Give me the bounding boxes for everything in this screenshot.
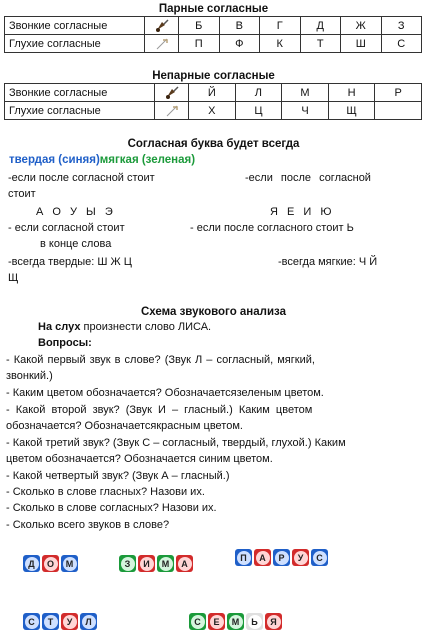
bell-silent-icon xyxy=(145,35,179,53)
bell-silent-icon xyxy=(155,102,189,120)
letter-cell: С xyxy=(381,35,422,53)
rule-right-1: -если после согласной xyxy=(245,172,371,184)
letter-cell: Р xyxy=(375,84,422,102)
unpaired-title: Непарные согласные xyxy=(152,70,275,82)
letter-block xyxy=(138,555,155,572)
letter: У xyxy=(294,551,308,565)
intro-bold: На слух xyxy=(38,321,81,333)
letter: С xyxy=(25,615,39,629)
letter: М xyxy=(229,615,243,629)
analysis-title: Схема звукового анализа xyxy=(140,306,286,318)
vowels-hard: А О У Ы Э xyxy=(36,206,116,218)
letter: С xyxy=(191,615,205,629)
letter-block xyxy=(254,549,271,566)
letter-block xyxy=(273,549,290,566)
analysis-intro xyxy=(38,321,211,333)
question-1: - Какой первый звук в слове? (Звук Л – согласный, мягкий, xyxy=(6,354,315,366)
paired-table xyxy=(4,16,422,53)
vowels-soft: Я Е И Ю xyxy=(270,206,335,218)
letter-block xyxy=(176,555,193,572)
letter-block xyxy=(23,613,40,630)
question-4-cont: цветом обозначается? Обозначается синим цветом. xyxy=(6,453,273,465)
letter: М xyxy=(159,557,173,571)
letter: У xyxy=(63,615,77,629)
letter-cell: Н xyxy=(328,84,375,102)
letter: Т xyxy=(44,615,58,629)
row-label: Глухие согласные xyxy=(5,102,155,120)
letter: З xyxy=(121,557,135,571)
letter: И xyxy=(140,557,154,571)
letter-block xyxy=(119,555,136,572)
letter-block xyxy=(265,613,282,630)
letter: П xyxy=(237,551,251,565)
rule-right-1-cont: стоит xyxy=(8,188,36,200)
letter: Ь xyxy=(248,615,262,629)
row-label: Глухие согласные xyxy=(5,35,145,53)
rule-left-1: -если после согласной стоит xyxy=(8,172,155,184)
letter-block xyxy=(189,613,206,630)
always-title: Согласная буква будет всегда xyxy=(127,138,300,150)
letter-cell: Ф xyxy=(219,35,260,53)
letter: С xyxy=(313,551,327,565)
letter-block xyxy=(246,613,263,630)
letter-cell: Г xyxy=(260,17,301,35)
question-3: - Какой второй звук? (Звук И – гласный.) Каким цветом xyxy=(6,404,313,416)
letter-cell: В xyxy=(219,17,260,35)
letter-cell: М xyxy=(282,84,329,102)
letter-block xyxy=(227,613,244,630)
letter-block xyxy=(42,555,59,572)
letter-cell: Й xyxy=(189,84,236,102)
paired-title: Парные согласные xyxy=(158,3,269,15)
rule-right-2: - если после согласного стоит Ь xyxy=(190,222,354,234)
letter-cell: Т xyxy=(300,35,341,53)
unpaired-voiced-row xyxy=(5,84,422,102)
letter-block xyxy=(42,613,59,630)
letter-block xyxy=(61,555,78,572)
letter-block xyxy=(80,613,97,630)
letter-block xyxy=(23,555,40,572)
letter-block xyxy=(311,549,328,566)
question-8: - Сколько всего звуков в слове? xyxy=(6,519,170,531)
rule-left-2: - если согласной стоит xyxy=(8,222,125,234)
letter-cell: Ч xyxy=(282,102,329,120)
letter: М xyxy=(63,557,77,571)
row-label: Звонкие согласные xyxy=(5,17,145,35)
letter-cell: П xyxy=(179,35,220,53)
letter: Я xyxy=(267,615,281,629)
letter: Р xyxy=(275,551,289,565)
unpaired-voiceless-row xyxy=(5,102,422,120)
question-6: - Сколько в слове гласных? Назови их. xyxy=(6,486,205,498)
question-7: - Сколько в слове согласных? Назови их. xyxy=(6,502,217,514)
letter: Л xyxy=(82,615,96,629)
letter: А xyxy=(178,557,192,571)
letter: О xyxy=(44,557,58,571)
word-dom xyxy=(20,552,81,575)
letter-cell: Ш xyxy=(341,35,382,53)
unpaired-table xyxy=(4,83,422,120)
hard-soft-legend xyxy=(9,154,195,166)
rule-left-3: -всегда твердые: Ш Ж Ц xyxy=(8,256,132,268)
word-zima xyxy=(116,552,196,575)
paired-voiceless-row xyxy=(5,35,422,53)
letter-cell: Х xyxy=(189,102,236,120)
bell-ringing-icon xyxy=(155,84,189,102)
question-3-cont: обозначается? Обозначаетсякрасным цветом. xyxy=(6,420,243,432)
rule-left-2-cont: в конце слова xyxy=(40,238,112,250)
question-4: - Какой третий звук? (Звук С – согласный, твердый, глухой.) Каким xyxy=(6,437,346,449)
letter-block xyxy=(235,549,252,566)
letter-block xyxy=(157,555,174,572)
question-1-cont: звонкий.) xyxy=(6,370,53,382)
letter-cell xyxy=(375,102,422,120)
letter: Д xyxy=(25,557,39,571)
letter-cell: К xyxy=(260,35,301,53)
paired-voiced-row xyxy=(5,17,422,35)
questions-label: Вопросы: xyxy=(38,337,92,349)
question-5: - Какой четвертый звук? (Звук А – гласный.) xyxy=(6,470,230,482)
letter-block xyxy=(208,613,225,630)
rule-right-3: -всегда мягкие: Ч Й xyxy=(278,256,378,268)
letter-cell: Щ xyxy=(328,102,375,120)
letter-block xyxy=(292,549,309,566)
letter-cell: З xyxy=(381,17,422,35)
bell-ringing-icon xyxy=(145,17,179,35)
word-stul xyxy=(20,610,100,633)
letter-cell: Л xyxy=(235,84,282,102)
intro-text: произнести слово ЛИСА. xyxy=(80,321,212,333)
word-semya xyxy=(186,610,285,633)
letter-cell: Д xyxy=(300,17,341,35)
hard-label: твердая (синяя) xyxy=(9,154,100,166)
letter-cell: Б xyxy=(179,17,220,35)
letter: Е xyxy=(210,615,224,629)
letter-cell: Ж xyxy=(341,17,382,35)
rule-right-3-cont: Щ xyxy=(8,272,19,284)
letter-block xyxy=(61,613,78,630)
word-parus xyxy=(232,546,331,569)
letter: А xyxy=(256,551,270,565)
letter-cell: Ц xyxy=(235,102,282,120)
soft-label: мягкая (зеленая) xyxy=(99,154,196,166)
question-2: - Каким цветом обозначается? Обозначаетсязеленым цветом. xyxy=(6,387,324,399)
row-label: Звонкие согласные xyxy=(5,84,155,102)
